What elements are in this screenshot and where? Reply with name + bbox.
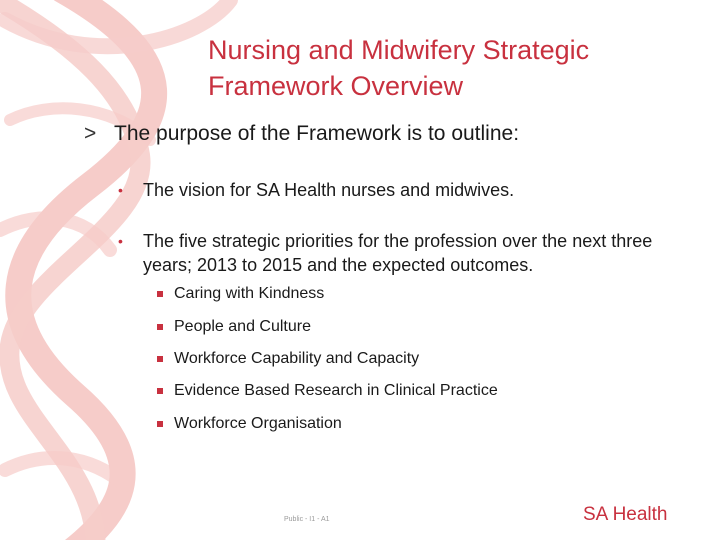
priority-item [157, 317, 677, 337]
lead-statement [84, 120, 704, 148]
square-bullet-icon [157, 421, 163, 427]
bullet-text: The vision for SA Health nurses and midwives. [143, 180, 515, 200]
priority-text: Workforce Capability and Capacity [174, 350, 420, 367]
lead-text: The purpose of the Framework is to outline: [114, 122, 520, 145]
bullet-text: The five strategic priorities for the profession over the next three years; 2013 to 2015 and the expected outcomes. [143, 231, 653, 275]
square-bullet-icon [157, 356, 163, 362]
slide-title [208, 32, 708, 104]
bullet-item [118, 229, 698, 277]
priority-text: Workforce Organisation [174, 415, 342, 432]
priority-text: People and Culture [174, 318, 311, 335]
brand-logo-text: SA Health [583, 504, 668, 525]
square-bullet-icon [157, 324, 163, 330]
bullet-dot-icon: • [118, 182, 123, 198]
bullet-dot-icon: • [118, 233, 123, 249]
priority-text: Caring with Kindness [174, 285, 325, 302]
priority-item [157, 349, 677, 369]
square-bullet-icon [157, 291, 163, 297]
priority-text: Evidence Based Research in Clinical Practice [174, 382, 498, 399]
chevron-right-icon: > [84, 122, 97, 145]
square-bullet-icon [157, 388, 163, 394]
bullet-item [118, 178, 698, 202]
title-line-2: Framework Overview [208, 71, 464, 101]
title-line-1: Nursing and Midwifery Strategic [208, 35, 590, 65]
priority-item [157, 284, 677, 304]
priority-item [157, 381, 677, 401]
priority-item [157, 414, 677, 434]
security-classification: Public - I1 - A1 [284, 516, 330, 523]
